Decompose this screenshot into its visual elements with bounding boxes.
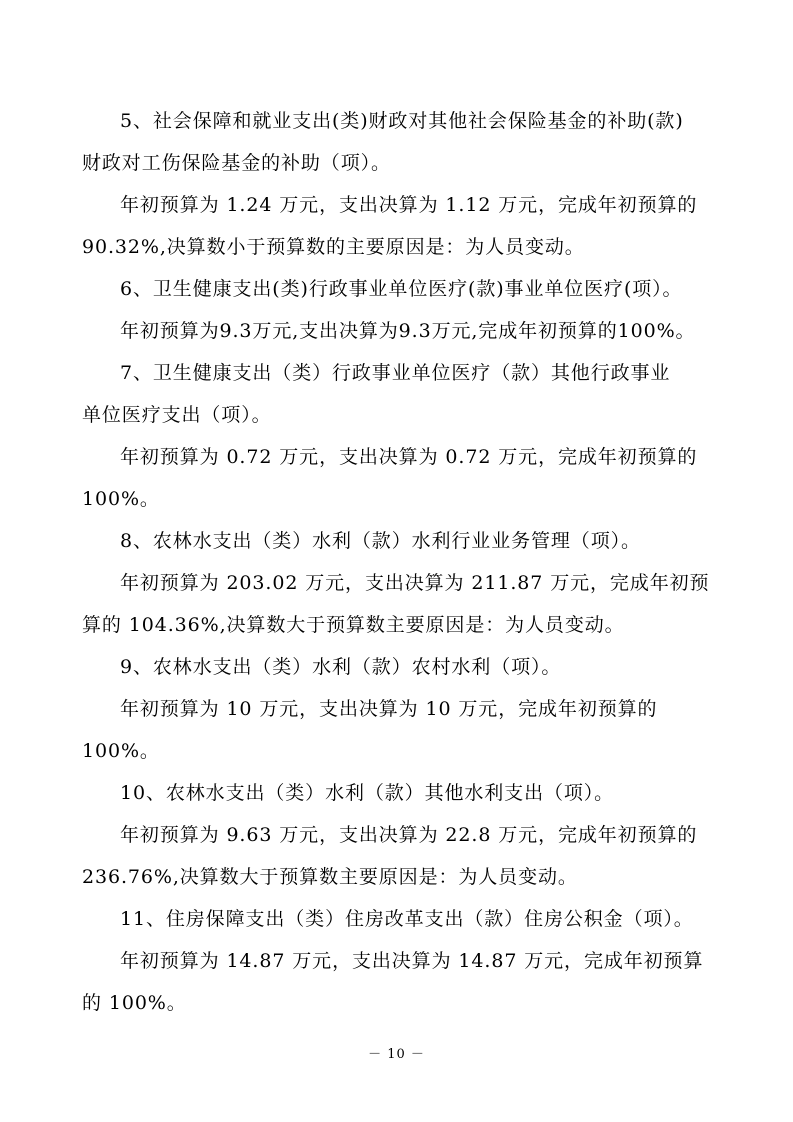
paragraph-item-8-detail — [82, 562, 718, 646]
paragraph-line: 100%。 — [82, 740, 160, 762]
paragraph-line: 10、农林水支出（类）水利（款）其他水利支出（项）。 — [120, 782, 615, 804]
paragraph-line: 236.76%,决算数大于预算数主要原因是：为人员变动。 — [82, 866, 578, 888]
paragraph-item-7-detail — [82, 436, 718, 520]
paragraph-item-7-heading — [82, 352, 718, 436]
paragraph-line: 年初预算为 9.63 万元，支出决算为 22.8 万元，完成年初预算的 — [120, 824, 698, 846]
paragraph-item-6-detail — [82, 310, 718, 352]
paragraph-item-8-heading — [82, 520, 718, 562]
paragraph-line: 5、社会保障和就业支出(类)财政对其他社会保险基金的补助(款) — [120, 110, 684, 132]
paragraph-line: 年初预算为 1.24 万元，支出决算为 1.12 万元，完成年初预算的 — [120, 194, 698, 216]
paragraph-line: 年初预算为 14.87 万元，支出决算为 14.87 万元，完成年初预算 — [120, 950, 704, 972]
paragraph-item-11-heading — [82, 898, 718, 940]
paragraph-item-11-detail — [82, 940, 718, 1024]
paragraph-line: 100%。 — [82, 488, 160, 510]
paragraph-item-10-detail — [82, 814, 718, 898]
paragraph-item-5-detail — [82, 184, 718, 268]
paragraph-line: 90.32%,决算数小于预算数的主要原因是：为人员变动。 — [82, 236, 585, 258]
paragraph-line: 6、卫生健康支出(类)行政事业单位医疗(款)事业单位医疗(项）。 — [120, 278, 683, 300]
paragraph-line: 单位医疗支出（项）。 — [82, 404, 272, 426]
paragraph-line: 8、农林水支出（类）水利（款）水利行业业务管理（项）。 — [120, 530, 641, 552]
paragraph-line: 11、住房保障支出（类）住房改革支出（款）住房公积金（项）。 — [120, 908, 694, 930]
paragraph-line: 的 100%。 — [82, 992, 187, 1014]
paragraph-item-10-heading — [82, 772, 718, 814]
paragraph-item-6-heading — [82, 268, 718, 310]
paragraph-item-5-heading — [82, 100, 718, 184]
paragraph-item-9-detail — [82, 688, 718, 772]
paragraph-line: 财政对工伤保险基金的补助（项）。 — [82, 152, 391, 174]
page-number: － 10 － — [368, 1047, 425, 1062]
paragraph-line: 年初预算为9.3万元,支出决算为9.3万元,完成年初预算的100%。 — [120, 320, 696, 342]
paragraph-line: 算的 104.36%,决算数大于预算数主要原因是：为人员变动。 — [82, 614, 625, 636]
paragraph-line: 7、卫生健康支出（类）行政事业单位医疗（款）其他行政事业 — [120, 362, 671, 384]
paragraph-line: 9、农林水支出（类）水利（款）农村水利（项）。 — [120, 656, 562, 678]
paragraph-item-9-heading — [82, 646, 718, 688]
paragraph-line: 年初预算为 0.72 万元，支出决算为 0.72 万元，完成年初预算的 — [120, 446, 698, 468]
paragraph-line: 年初预算为 10 万元，支出决算为 10 万元，完成年初预算的 — [120, 698, 658, 720]
paragraph-line: 年初预算为 203.02 万元，支出决算为 211.87 万元，完成年初预 — [120, 572, 710, 594]
